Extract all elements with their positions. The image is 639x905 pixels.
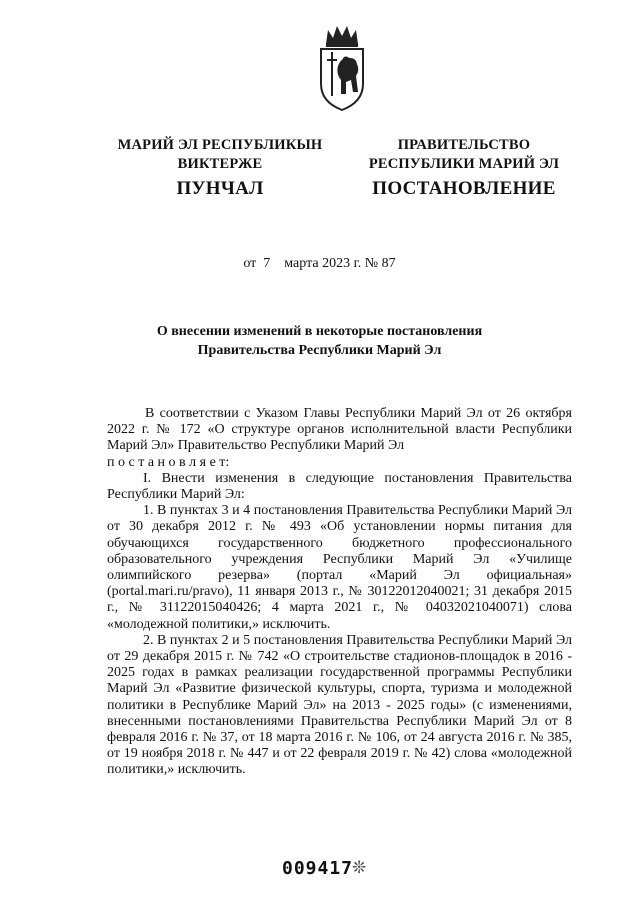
document-body	[107, 406, 572, 779]
paragraph-item-1: 1. В пунктах 3 и 4 постановления Правительства Республики Марий Эл от 30 декабря 2012 г. № 493 «Об установлении нормы питания для обучающихся государственного бюджетного профессионального образовательного учреждения Республики Марий Эл «Училище олимпийского резерва» (портал «Марий Эл официальная» (portal.mari.ru/pravo), 11 января 2013 г., № 30122012040021; 31 декабря 2015 г., № 31122015040426; 4 марта 2021 г., № 04032021040071) слова «молодежной политики,» исключить.	[107, 503, 572, 632]
coat-of-arms-bear-icon	[316, 22, 368, 112]
header-left-line1: МАРИЙ ЭЛ РЕСПУБЛИКЫН	[117, 137, 323, 153]
header-right	[356, 136, 572, 202]
header-left-line2: ВИКТЕРЖЕ	[177, 156, 263, 172]
paragraph-resolves: п о с т а н о в л я е т:	[107, 454, 230, 470]
serial-number: 009417	[282, 858, 354, 879]
header-right-doc-type: ПОСТАНОВЛЕНИЕ	[372, 178, 556, 199]
paragraph-item-2: 2. В пунктах 2 и 5 постановления Правительства Республики Марий Эл от 29 декабря 2015 г. № 742 «О строительстве стадионов-площадок в 2016 - 2025 годах в рамках реализации государственной программы Республики Марий Эл «Развитие физической культуры, спорта, туризма и молодежной политики в Республике Марий Эл» на 2013 - 2025 годы» (с изменениями, внесенными постановлениями Правительства Республики Марий Эл от 8 февраля 2016 г. № 37, от 18 марта 2016 г. № 106, от 24 августа 2016 г. № 385, от 19 ноября 2018 г. № 447 и от 22 февраля 2019 г. № 42) слова «молодежной политики,» исключить.	[107, 632, 572, 778]
header-right-line2: РЕСПУБЛИКИ МАРИЙ ЭЛ	[368, 156, 560, 172]
document-title	[0, 322, 639, 360]
date-line	[0, 256, 639, 272]
date-month-year: марта 2023 г.	[284, 256, 362, 271]
header-right-line1: ПРАВИТЕЛЬСТВО	[397, 137, 531, 153]
asterisk-mark-icon: ❊	[352, 858, 367, 877]
header-left-doc-type: ПУНЧАЛ	[176, 178, 264, 199]
title-line2: Правительства Республики Марий Эл	[197, 343, 442, 358]
paragraph-preamble: В соответствии с Указом Главы Республики Марий Эл от 26 октября 2022 г. № 172 «О структуре органов исполнительной власти Республики Марий Эл» Правительство Республики Марий Эл	[107, 406, 572, 454]
title-line1: О внесении изменений в некоторые постановления	[156, 324, 483, 339]
date-prefix: от	[243, 256, 257, 271]
number-label: №	[364, 256, 379, 271]
date-day: 7	[263, 256, 271, 271]
header-left	[96, 136, 344, 202]
document-number: 87	[381, 256, 396, 271]
paragraph-item-I: I. Внести изменения в следующие постановления Правительства Республики Марий Эл:	[107, 470, 572, 503]
